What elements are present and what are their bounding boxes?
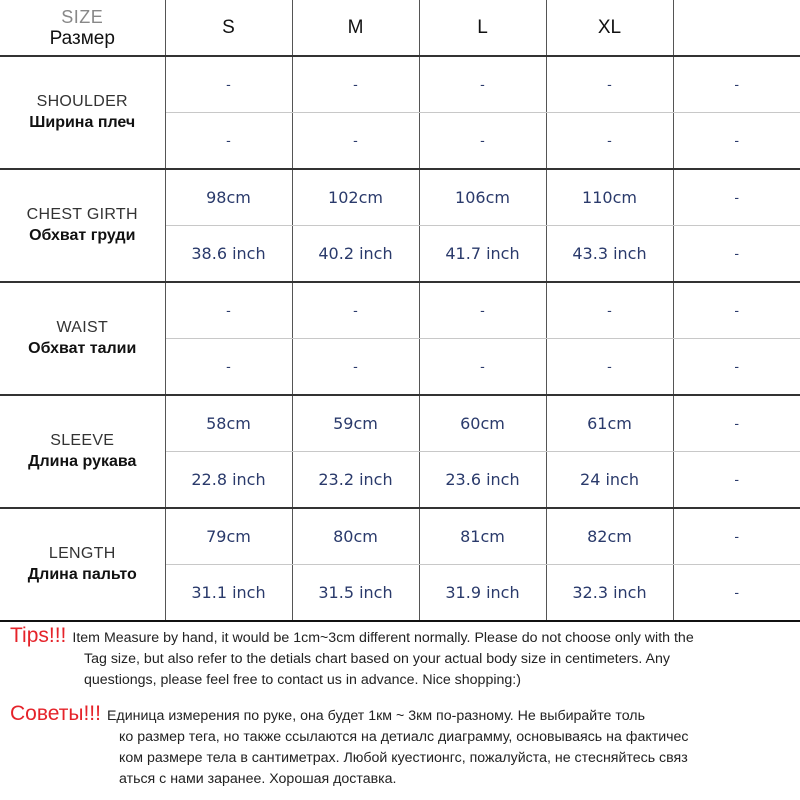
- table-cell: -: [419, 56, 546, 113]
- tips-note-en: [10, 625, 794, 691]
- table-cell: 80cm: [292, 508, 419, 565]
- size-column-m: M: [292, 0, 419, 56]
- table-cell: -: [292, 56, 419, 113]
- row-label-chest-girth: CHEST GIRTH Обхват груди: [0, 169, 165, 282]
- table-cell: 31.9 inch: [419, 565, 546, 622]
- table-cell: 60cm: [419, 395, 546, 452]
- table-cell: -: [546, 339, 673, 396]
- table-cell: 59cm: [292, 395, 419, 452]
- table-cell: 32.3 inch: [546, 565, 673, 622]
- table-cell: -: [419, 113, 546, 170]
- table-cell: 22.8 inch: [165, 452, 292, 509]
- size-column-empty: [673, 0, 800, 56]
- tips-line-2: Tag size, but also refer to the detials chart based on your actual body size in centimeters. Any: [84, 651, 670, 667]
- table-cell: -: [673, 113, 800, 170]
- table-cell: -: [673, 395, 800, 452]
- tips-line-1: Item Measure by hand, it would be 1cm~3cm different normally. Please do not choose only with the: [72, 630, 694, 646]
- table-cell: -: [673, 56, 800, 113]
- tips-ru-line-3: ком размере тела в сантиметрах. Любой куестионгс, пожалуйста, не стесняйтесь связ: [119, 750, 688, 766]
- row-label-shoulder: SHOULDER Ширина плеч: [0, 56, 165, 169]
- size-header-en: SIZE: [61, 7, 104, 27]
- table-row: [0, 508, 800, 565]
- table-cell: -: [419, 339, 546, 396]
- table-cell: 23.6 inch: [419, 452, 546, 509]
- table-cell: -: [292, 339, 419, 396]
- table-cell: -: [292, 282, 419, 339]
- table-row: [0, 169, 800, 226]
- tips-heading: Tips!!!: [10, 624, 67, 647]
- tips-ru-line-1: Единица измерения по руке, она будет 1км ~ 3км по-разному. Не выбирайте толь: [106, 708, 645, 724]
- table-cell: 31.1 inch: [165, 565, 292, 622]
- row-label-waist: WAIST Обхват талии: [0, 282, 165, 395]
- table-cell: -: [546, 282, 673, 339]
- table-cell: 43.3 inch: [546, 226, 673, 283]
- notes-panel: [0, 620, 800, 800]
- table-cell: 31.5 inch: [292, 565, 419, 622]
- table-cell: -: [673, 226, 800, 283]
- table-cell: -: [419, 282, 546, 339]
- table-cell: 24 inch: [546, 452, 673, 509]
- table-cell: -: [673, 339, 800, 396]
- tips-heading-ru: Советы!!!: [10, 702, 101, 725]
- tips-note-ru: [10, 703, 794, 790]
- table-cell: -: [673, 452, 800, 509]
- table-cell: -: [673, 282, 800, 339]
- table-cell: -: [165, 339, 292, 396]
- table-cell: 38.6 inch: [165, 226, 292, 283]
- table-row: [0, 56, 800, 113]
- tips-line-3: questiongs, please feel free to contact us in advance. Nice shopping:): [84, 672, 521, 688]
- table-cell: -: [546, 56, 673, 113]
- header-row: [0, 0, 800, 56]
- size-header-cell: [0, 0, 165, 56]
- size-column-s: S: [165, 0, 292, 56]
- table-cell: -: [165, 56, 292, 113]
- table-cell: 110cm: [546, 169, 673, 226]
- tips-ru-line-4: аться с нами заранее. Хорошая доставка.: [119, 771, 397, 787]
- table-cell: 41.7 inch: [419, 226, 546, 283]
- row-label-sleeve: SLEEVE Длина рукава: [0, 395, 165, 508]
- table-row: [0, 282, 800, 339]
- tips-ru-line-2: ко размер тега, но также ссылаются на детиалс диаграмму, основываясь на фактичес: [119, 729, 689, 745]
- table-cell: -: [673, 169, 800, 226]
- table-cell: -: [292, 113, 419, 170]
- table-cell: -: [673, 565, 800, 622]
- table-cell: 81cm: [419, 508, 546, 565]
- table-cell: -: [673, 508, 800, 565]
- table-cell: 102cm: [292, 169, 419, 226]
- table-cell: 98cm: [165, 169, 292, 226]
- table-row: [0, 395, 800, 452]
- size-column-xl: XL: [546, 0, 673, 56]
- table-cell: -: [165, 282, 292, 339]
- size-header-ru: Размер: [49, 28, 115, 49]
- table-cell: 82cm: [546, 508, 673, 565]
- table-cell: 106cm: [419, 169, 546, 226]
- table-cell: 61cm: [546, 395, 673, 452]
- table-cell: 40.2 inch: [292, 226, 419, 283]
- table-cell: 58cm: [165, 395, 292, 452]
- size-column-l: L: [419, 0, 546, 56]
- table-cell: -: [165, 113, 292, 170]
- row-label-length: LENGTH Длина пальто: [0, 508, 165, 621]
- table-cell: 79cm: [165, 508, 292, 565]
- table-cell: -: [546, 113, 673, 170]
- table-cell: 23.2 inch: [292, 452, 419, 509]
